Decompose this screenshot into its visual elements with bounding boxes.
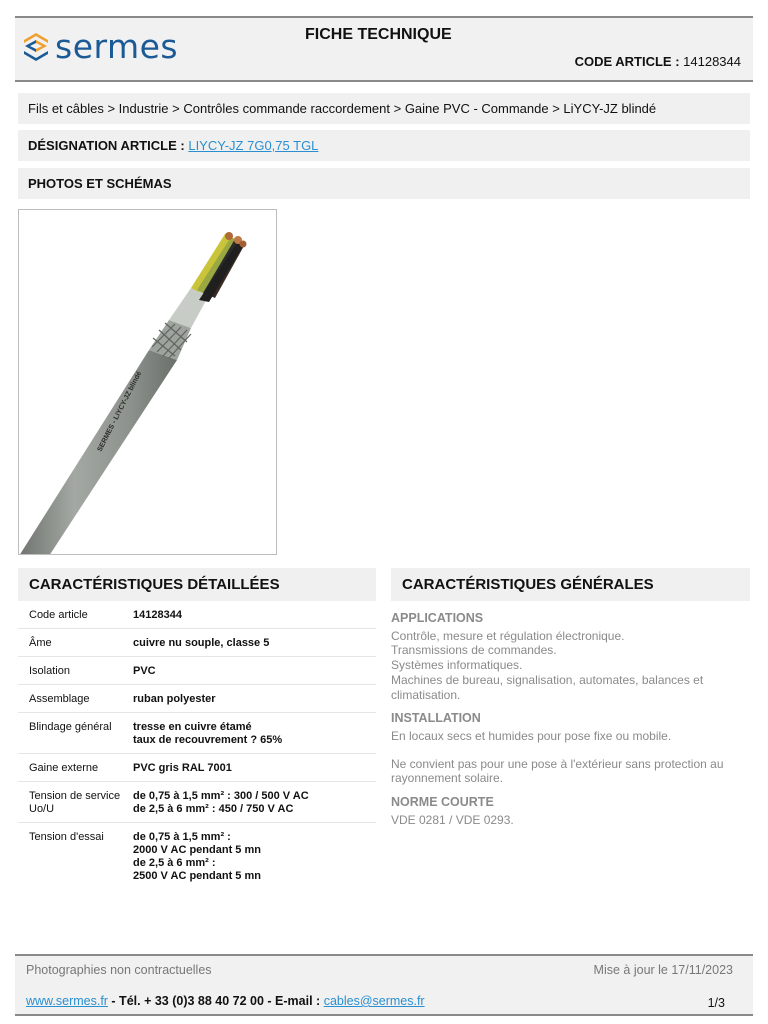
phone-text: - Tél. + 33 (0)3 88 40 72 00 - E-mail :	[107, 994, 324, 1008]
sermes-logo-icon	[23, 32, 49, 62]
value-line: taux de recouvrement ? 65%	[133, 734, 283, 746]
table-row	[18, 823, 376, 889]
applications-title: APPLICATIONS	[391, 611, 484, 625]
table-row	[18, 754, 376, 782]
article-code	[575, 54, 741, 69]
page-number: 1/3	[707, 996, 725, 1010]
value-line: PVC	[133, 665, 156, 677]
applications-line: Systèmes informatiques.	[391, 658, 523, 673]
installation-text: Ne convient pas pour une pose à l'extérieur sans protection au rayonnement solaire.	[391, 756, 724, 786]
designation-label: DÉSIGNATION ARTICLE :	[28, 138, 185, 153]
row-value	[133, 721, 282, 747]
table-row	[18, 713, 376, 754]
designation-bar	[18, 130, 750, 161]
row-value	[133, 831, 261, 883]
detailed-characteristics-table	[18, 601, 376, 889]
value-line: PVC gris RAL 7001	[133, 762, 232, 774]
value-line: de 2,5 à 6 mm² : 450 / 750 V AC	[133, 803, 294, 815]
breadcrumb: Fils et câbles > Industrie > Contrôles commande raccordement > Gaine PVC - Commande > LiYCY-JZ blindé	[18, 93, 750, 124]
website-link[interactable]: www.sermes.fr	[26, 994, 108, 1008]
update-date: Mise à jour le 17/11/2023	[593, 963, 733, 977]
applications-line: Transmissions de commandes.	[391, 643, 557, 658]
general-characteristics-title: CARACTÉRISTIQUES GÉNÉRALES	[391, 568, 750, 601]
article-code-label: CODE ARTICLE :	[574, 54, 680, 69]
header	[15, 16, 753, 82]
value-line: 14128344	[133, 609, 182, 621]
brand-name: sermes	[55, 27, 179, 66]
row-value	[133, 693, 216, 706]
designation-link[interactable]: LIYCY-JZ 7G0,75 TGL	[188, 138, 319, 153]
article-code-value: 14128344	[683, 54, 741, 69]
installation-text: En locaux secs et humides pour pose fixe ou mobile.	[391, 728, 672, 743]
value-line: 2500 V AC pendant 5 mn	[133, 870, 261, 882]
table-row	[18, 782, 376, 823]
general-characteristics	[391, 611, 746, 836]
row-label: Gaine externe	[29, 762, 99, 774]
row-label: Tension de service Uo/U	[29, 790, 121, 815]
value-line: tresse en cuivre étamé	[133, 721, 252, 733]
email-link[interactable]: cables@sermes.fr	[323, 994, 425, 1008]
table-row	[18, 601, 376, 629]
row-label: Âme	[29, 637, 52, 649]
detailed-characteristics-title: CARACTÉRISTIQUES DÉTAILLÉES	[18, 568, 376, 601]
table-row	[18, 657, 376, 685]
norme-text: VDE 0281 / VDE 0293.	[391, 812, 514, 827]
table-row	[18, 629, 376, 657]
row-label: Tension d'essai	[29, 831, 104, 843]
contact-line	[26, 994, 425, 1008]
value-line: 2000 V AC pendant 5 mn	[133, 844, 261, 856]
row-value	[133, 609, 182, 622]
row-value	[133, 665, 156, 678]
row-label: Assemblage	[29, 693, 90, 705]
applications-line: Contrôle, mesure et régulation électronique.	[391, 628, 625, 643]
cable-illustration	[19, 210, 277, 555]
norme-section	[391, 795, 746, 827]
sermes-logo[interactable]	[23, 27, 179, 66]
row-value	[133, 637, 269, 650]
table-row	[18, 685, 376, 713]
row-label: Isolation	[29, 665, 70, 677]
row-label: Code article	[29, 609, 88, 621]
document-title: FICHE TECHNIQUE	[305, 26, 452, 43]
value-line: cuivre nu souple, classe 5	[133, 637, 270, 649]
footer	[15, 954, 753, 1016]
installation-title: INSTALLATION	[391, 711, 481, 726]
row-value	[133, 790, 309, 816]
cable-print: SERMES - LiYCY-JZ blindé	[96, 370, 144, 453]
cable-photo	[18, 209, 277, 555]
row-value	[133, 762, 232, 775]
norme-title: NORME COURTE	[391, 795, 494, 810]
photos-section-title: PHOTOS ET SCHÉMAS	[18, 168, 750, 199]
applications-section	[391, 611, 746, 702]
applications-line: Machines de bureau, signalisation, automates, balances et climatisation.	[391, 672, 704, 702]
value-line: de 0,75 à 1,5 mm² :	[133, 831, 231, 843]
value-line: de 2,5 à 6 mm² :	[133, 857, 216, 869]
disclaimer: Photographies non contractuelles	[26, 963, 212, 977]
row-label: Blindage général	[29, 721, 112, 733]
value-line: ruban polyester	[133, 693, 216, 705]
installation-section	[391, 711, 746, 786]
value-line: de 0,75 à 1,5 mm² : 300 / 500 V AC	[133, 790, 309, 802]
